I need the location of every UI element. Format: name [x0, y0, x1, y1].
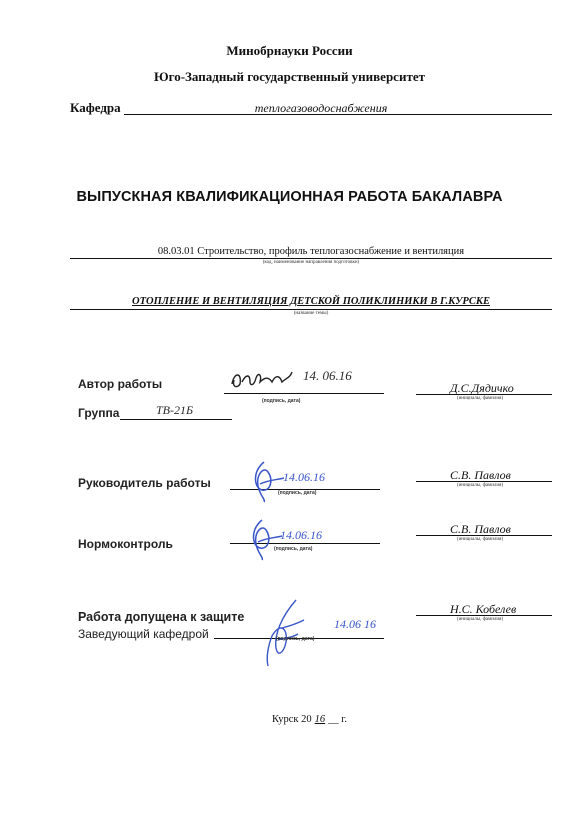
thesis-title: ВЫПУСКНАЯ КВАЛИФИКАЦИОННАЯ РАБОТА БАКАЛАВРА — [76, 189, 503, 205]
head-of-department-label: Заведующий кафедрой — [78, 627, 209, 641]
author-name: Д.С.Дядичко — [450, 381, 514, 395]
normcontrol-label: Нормоконтроль — [78, 537, 173, 551]
ministry-heading: Минобрнауки России — [226, 43, 353, 58]
topic-caption: (название темы) — [293, 311, 329, 316]
author-sign-caption: (подпись, дата) — [262, 398, 301, 404]
supervisor-sign-caption: (подпись, дата) — [278, 490, 317, 496]
head-name-line — [416, 615, 552, 616]
group-label: Группа — [78, 406, 120, 420]
group-value: ТВ-21Б — [156, 403, 194, 417]
normcontrol-sign-date: 14.06.16 — [280, 528, 322, 542]
supervisor-name: С.В. Павлов — [450, 468, 511, 482]
group-line — [120, 419, 232, 420]
topic-value: ОТОПЛЕНИЕ И ВЕНТИЛЯЦИЯ ДЕТСКОЙ ПОЛИКЛИНИКИ В Г.КУРСКЕ — [132, 296, 490, 307]
head-name-caption: (инициалы, фамилия) — [456, 617, 504, 622]
normcontrol-name-line — [416, 535, 552, 536]
admission-sign-date: 14.06 16 — [334, 617, 376, 631]
admission-sign-caption: (подпись, дата) — [276, 636, 315, 642]
department-value: теплогазоводоснабжения — [254, 101, 388, 115]
university-heading: Юго-Западный государственный университет — [154, 69, 425, 84]
admission-signature-icon — [262, 598, 315, 668]
normcontrol-name-caption: (инициалы, фамилия) — [456, 537, 504, 542]
author-name-caption: (инициалы, фамилия) — [456, 396, 504, 401]
author-signature-icon — [228, 366, 308, 396]
topic-line — [70, 309, 552, 310]
supervisor-sign-date: 14.06.16 — [283, 470, 325, 484]
supervisor-name-line — [416, 481, 552, 482]
footer-suffix: __ г. — [328, 714, 347, 725]
direction-value: 08.03.01 Строительство, профиль теплогазоснабжение и вентиляция — [157, 246, 465, 257]
admission-label: Работа допущена к защите — [78, 610, 245, 624]
normcontrol-name: С.В. Павлов — [450, 522, 511, 536]
department-label: Кафедра — [70, 100, 121, 115]
supervisor-name-caption: (инициалы, фамилия) — [456, 483, 504, 488]
normcontrol-sign-caption: (подпись, дата) — [274, 546, 313, 552]
footer-city-year — [272, 714, 347, 725]
direction-caption: (код, наименование направления подготовки) — [262, 260, 360, 265]
direction-line — [70, 258, 552, 259]
head-name: Н.С. Кобелев — [450, 602, 517, 616]
author-name-line — [416, 394, 552, 395]
author-label: Автор работы — [78, 377, 163, 391]
footer-year: 16 — [314, 714, 326, 725]
footer-city-prefix: Курск 20 — [272, 714, 312, 725]
author-sign-date: 14. 06.16 — [303, 368, 352, 383]
supervisor-label: Руководитель работы — [78, 476, 211, 490]
